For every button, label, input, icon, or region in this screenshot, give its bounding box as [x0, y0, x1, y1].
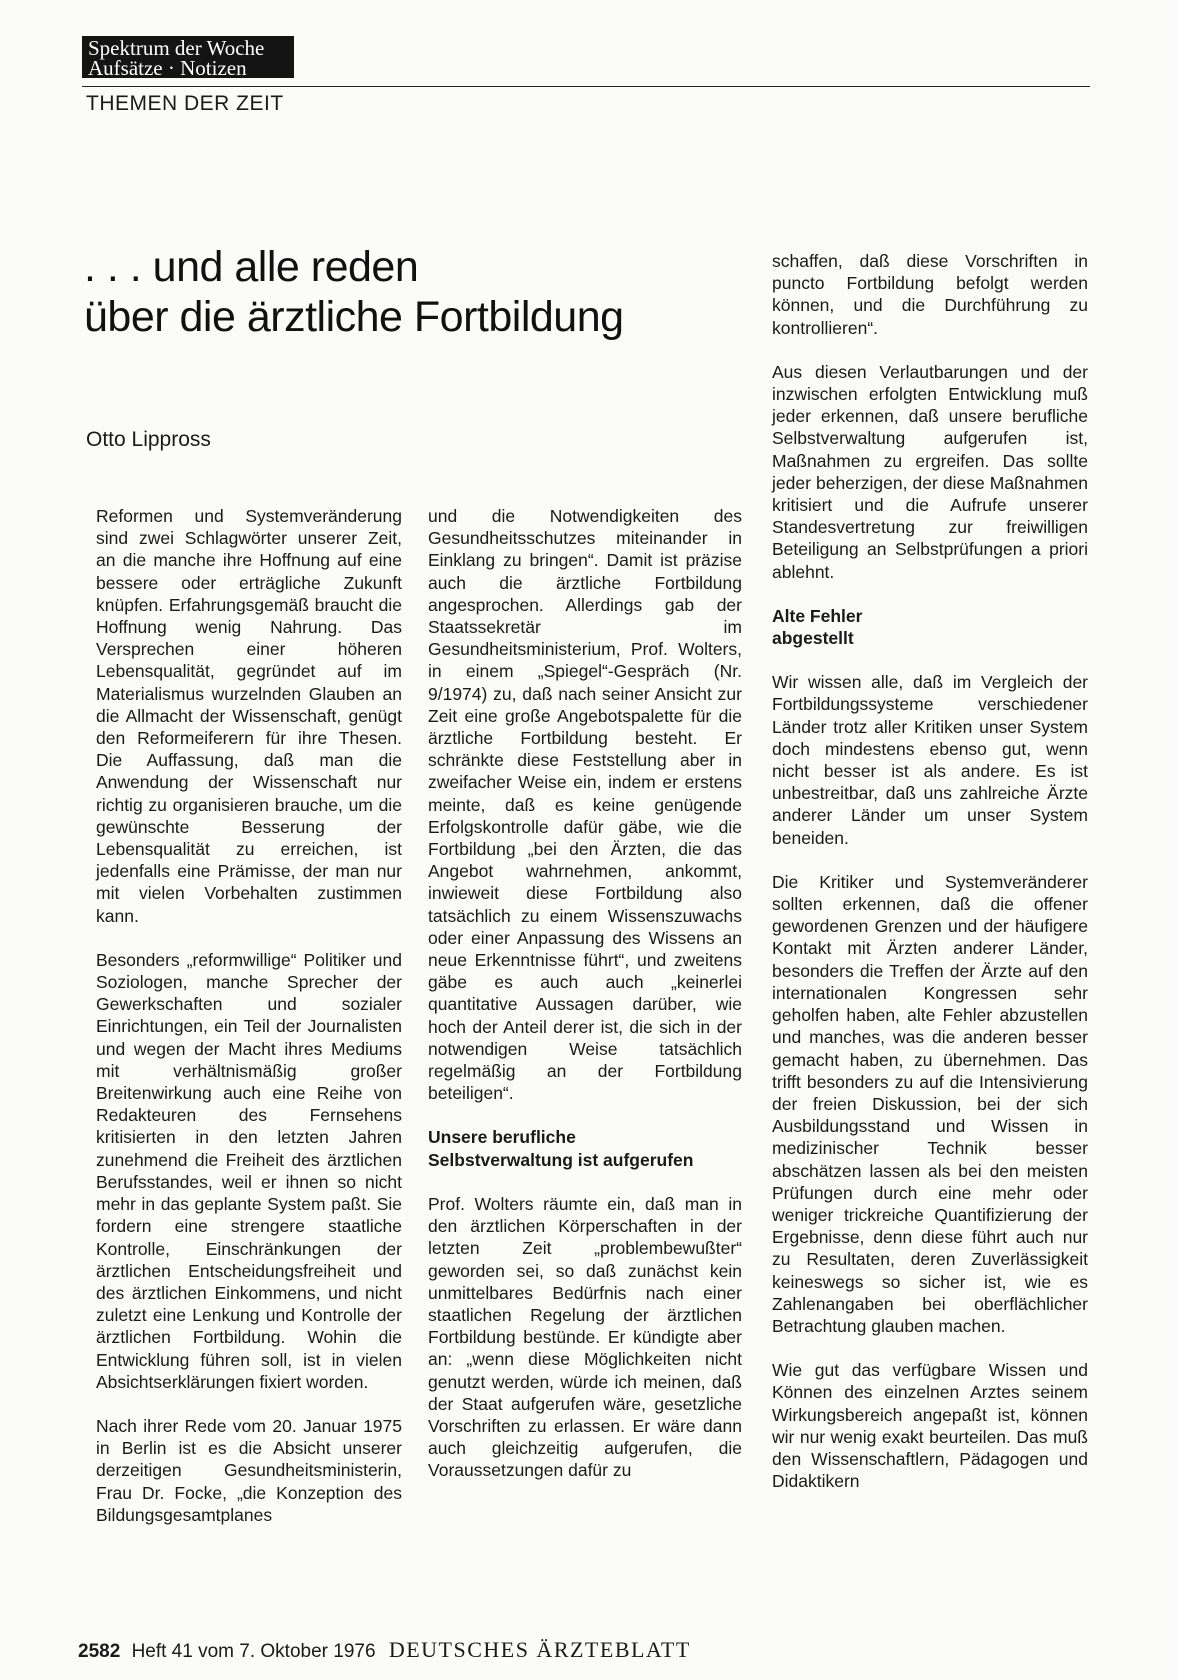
- issue-info: Heft 41 vom 7. Oktober 1976: [131, 1641, 376, 1662]
- section-badge: [82, 36, 294, 78]
- paragraph: schaffen, daß diese Vorschriften in puncto Fortbildung befolgt werden können, und die Durchführung zu kontrollieren“.: [772, 251, 1088, 338]
- subheading-line-1: Alte Fehler: [772, 605, 863, 626]
- text-column-3: [772, 250, 1088, 1514]
- subheading-line-2: abgestellt: [772, 628, 854, 649]
- paragraph: Die Kritiker und Systemveränderer sollten erkennen, daß die offener gewordenen Grenzen und der häufigere Kontakt mit Ärzten anderer Länder, besonders die Treffen der Ärzte auf den internationalen Kongressen sehr geholfen haben, alte Fehler abzustellen und manches, was die anderen besser gemacht haben, zu übernehmen. Das trifft besonders zu auf die Intensivierung der freien Diskussion, bei der sich Ausbildungsstand und Wissen in medizinischer Technik besser abschätzen lassen als bei den meisten Prüfungen durch eine mehr oder weniger trickreiche Quantifizierung der Ergebnisse, denn diese führt auch nur zu Resultaten, deren Zuverlässigkeit keineswegs so sicher ist, wie es Zahlenangaben bei oberflächlicher Betrachtung glauben machen.: [772, 871, 1088, 1336]
- journal-name: DEUTSCHES ÄRZTEBLATT: [388, 1637, 691, 1662]
- title-line-2: über die ärztliche Fortbildung: [84, 293, 624, 341]
- subheading: [428, 1126, 742, 1170]
- paragraph: Wie gut das verfügbare Wissen und Können des einzelnen Arztes seinem Wirkungsbereich angepaßt ist, können wir nur wenig exakt beurteilen. Das muß den Wissenschaftlern, Pädagogen und Didaktikern: [772, 1360, 1088, 1492]
- subheading-line-2: Selbstverwaltung ist aufgerufen: [428, 1149, 694, 1170]
- badge-line-1: Spektrum der Woche: [88, 36, 265, 60]
- paragraph: Wir wissen alle, daß im Vergleich der Fortbildungssysteme verschiedener Länder trotz aller Kritiken unser System doch mindestens ebenso gut, wenn nicht besser ist als andere. Es ist unbestreitbar, daß uns zahlreiche Ärzte anderer Länder um unser System beneiden.: [772, 672, 1088, 848]
- paragraph: Besonders „reformwillige“ Politiker und Soziologen, manche Sprecher der Gewerkschaften und sozialer Einrichtungen, ein Teil der Journalisten und wegen der Macht ihres Mediums mit verhältnismäßig großer Breitenwirkung auch eine Reihe von Redakteuren des Fernsehens kritisierten in den letzten Jahren zunehmend die Freiheit des ärztlichen Berufsstandes, weil er ihnen so nicht mehr in das geplante System paßt. Sie fordern eine strengere staatliche Kontrolle, Einschränkungen der ärztlichen Entscheidungsfreiheit und des ärztlichen Einkommens, und nicht zuletzt eine Lenkung und Kontrolle der ärztlichen Fortbildung. Wohin die Entwicklung führen soll, ist in vielen Absichtserklärungen fixiert worden.: [96, 949, 402, 1392]
- paragraph: Reformen und Systemveränderung sind zwei Schlagwörter unserer Zeit, an die manche ihre Hoffnung auf eine bessere oder erträgliche Zukunft knüpfen. Erfahrungsgemäß braucht die Hoffnung wenig Nahrung. Das Versprechen einer höheren Lebensqualität, gegründet auf im Materialismus wurzelnden Glauben an die Allmacht der Wissenschaft, genügt den Reformeiferern für ihre Thesen. Die Auffassung, daß man die Anwendung der Wissenschaft nur richtig zu organisieren brauche, um die gewünschte Besserung der Lebensqualität zu erreichen, ist jedenfalls eine Prämisse, der man nur mit vielen Vorbehalten zustimmen kann.: [96, 506, 402, 926]
- author-name: Otto Lippross: [86, 428, 211, 451]
- paragraph: Prof. Wolters räumte ein, daß man in den ärztlichen Körperschaften in der letzten Zeit „problembewußter“ geworden sei, so daß zunächst kein unmittelbares Bedürfnis nach einer staatlichen Regelung der ärztlichen Fortbildung bestünde. Er kündigte aber an: „wenn diese Möglichkeiten nicht genutzt werden, würde ich meinen, daß der Staat aufgerufen wäre, gesetzliche Vorschriften zu erlassen. Er wäre dann auch gleichzeitig aufgerufen, die Voraussetzungen dafür zu: [428, 1193, 742, 1481]
- text-column-2: [428, 505, 742, 1504]
- article-title: [84, 242, 724, 342]
- page-number: 2582: [78, 1641, 121, 1662]
- title-line-1: . . . und alle reden: [84, 243, 419, 291]
- paragraph: Nach ihrer Rede vom 20. Januar 1975 in Berlin ist es die Absicht unserer derzeitigen Gesundheitsministerin, Frau Dr. Focke, „die Konzeption des Bildungsgesamtplanes: [96, 1415, 402, 1525]
- paragraph: und die Notwendigkeiten des Gesundheitsschutzes miteinander in Einklang zu bringen“. Damit ist präzise auch die ärztliche Fortbildung angesprochen. Allerdings gab der Staatssekretär im Gesundheitsministerium, Prof. Wolters, in einem „Spiegel“-Gespräch (Nr. 9/1974) zu, daß nach seiner Ansicht zur Zeit eine große Angebotspalette für die ärztliche Fortbildung besteht. Er schränkte diese Feststellung aber in zweifacher Weise ein, indem er erstens meinte, daß es keine genügende Erfolgskontrolle dafür gäbe, wie die Fortbildung „bei den Ärzten, die das Angebot wahrnehmen, ankommt, inwieweit diese Fortbildung also tatsächlich zu einem Wissenszuwachs oder einer Anpassung des Wissens an neue Erkenntnisse führt“, und zweitens gäbe es auch auch „keinerlei quantitative Aussagen darüber, wie hoch der Anteil derer ist, die sich in der notwendigen Weise tatsächlich regelmäßig an der Fortbildung beteiligen“.: [428, 506, 742, 1104]
- section-label: THEMEN DER ZEIT: [86, 92, 284, 115]
- header-rule: [82, 86, 1090, 87]
- page-footer: [78, 1637, 691, 1663]
- badge-line-2: Aufsätze · Notizen: [88, 56, 247, 80]
- text-column-1: [96, 505, 402, 1548]
- subheading: [772, 605, 1088, 649]
- paragraph: Aus diesen Verlautbarungen und der inzwischen erfolgten Entwicklung muß jeder erkennen, daß unsere berufliche Selbstverwaltung aufgerufen ist, Maßnahmen zu ergreifen. Das sollte jeder beherzigen, der diese Maßnahmen kritisiert und die Aufrufe unserer Standesvertretung zur freiwilligen Beteiligung an Selbstprüfungen a priori ablehnt.: [772, 361, 1088, 582]
- subheading-line-1: Unsere berufliche: [428, 1127, 576, 1148]
